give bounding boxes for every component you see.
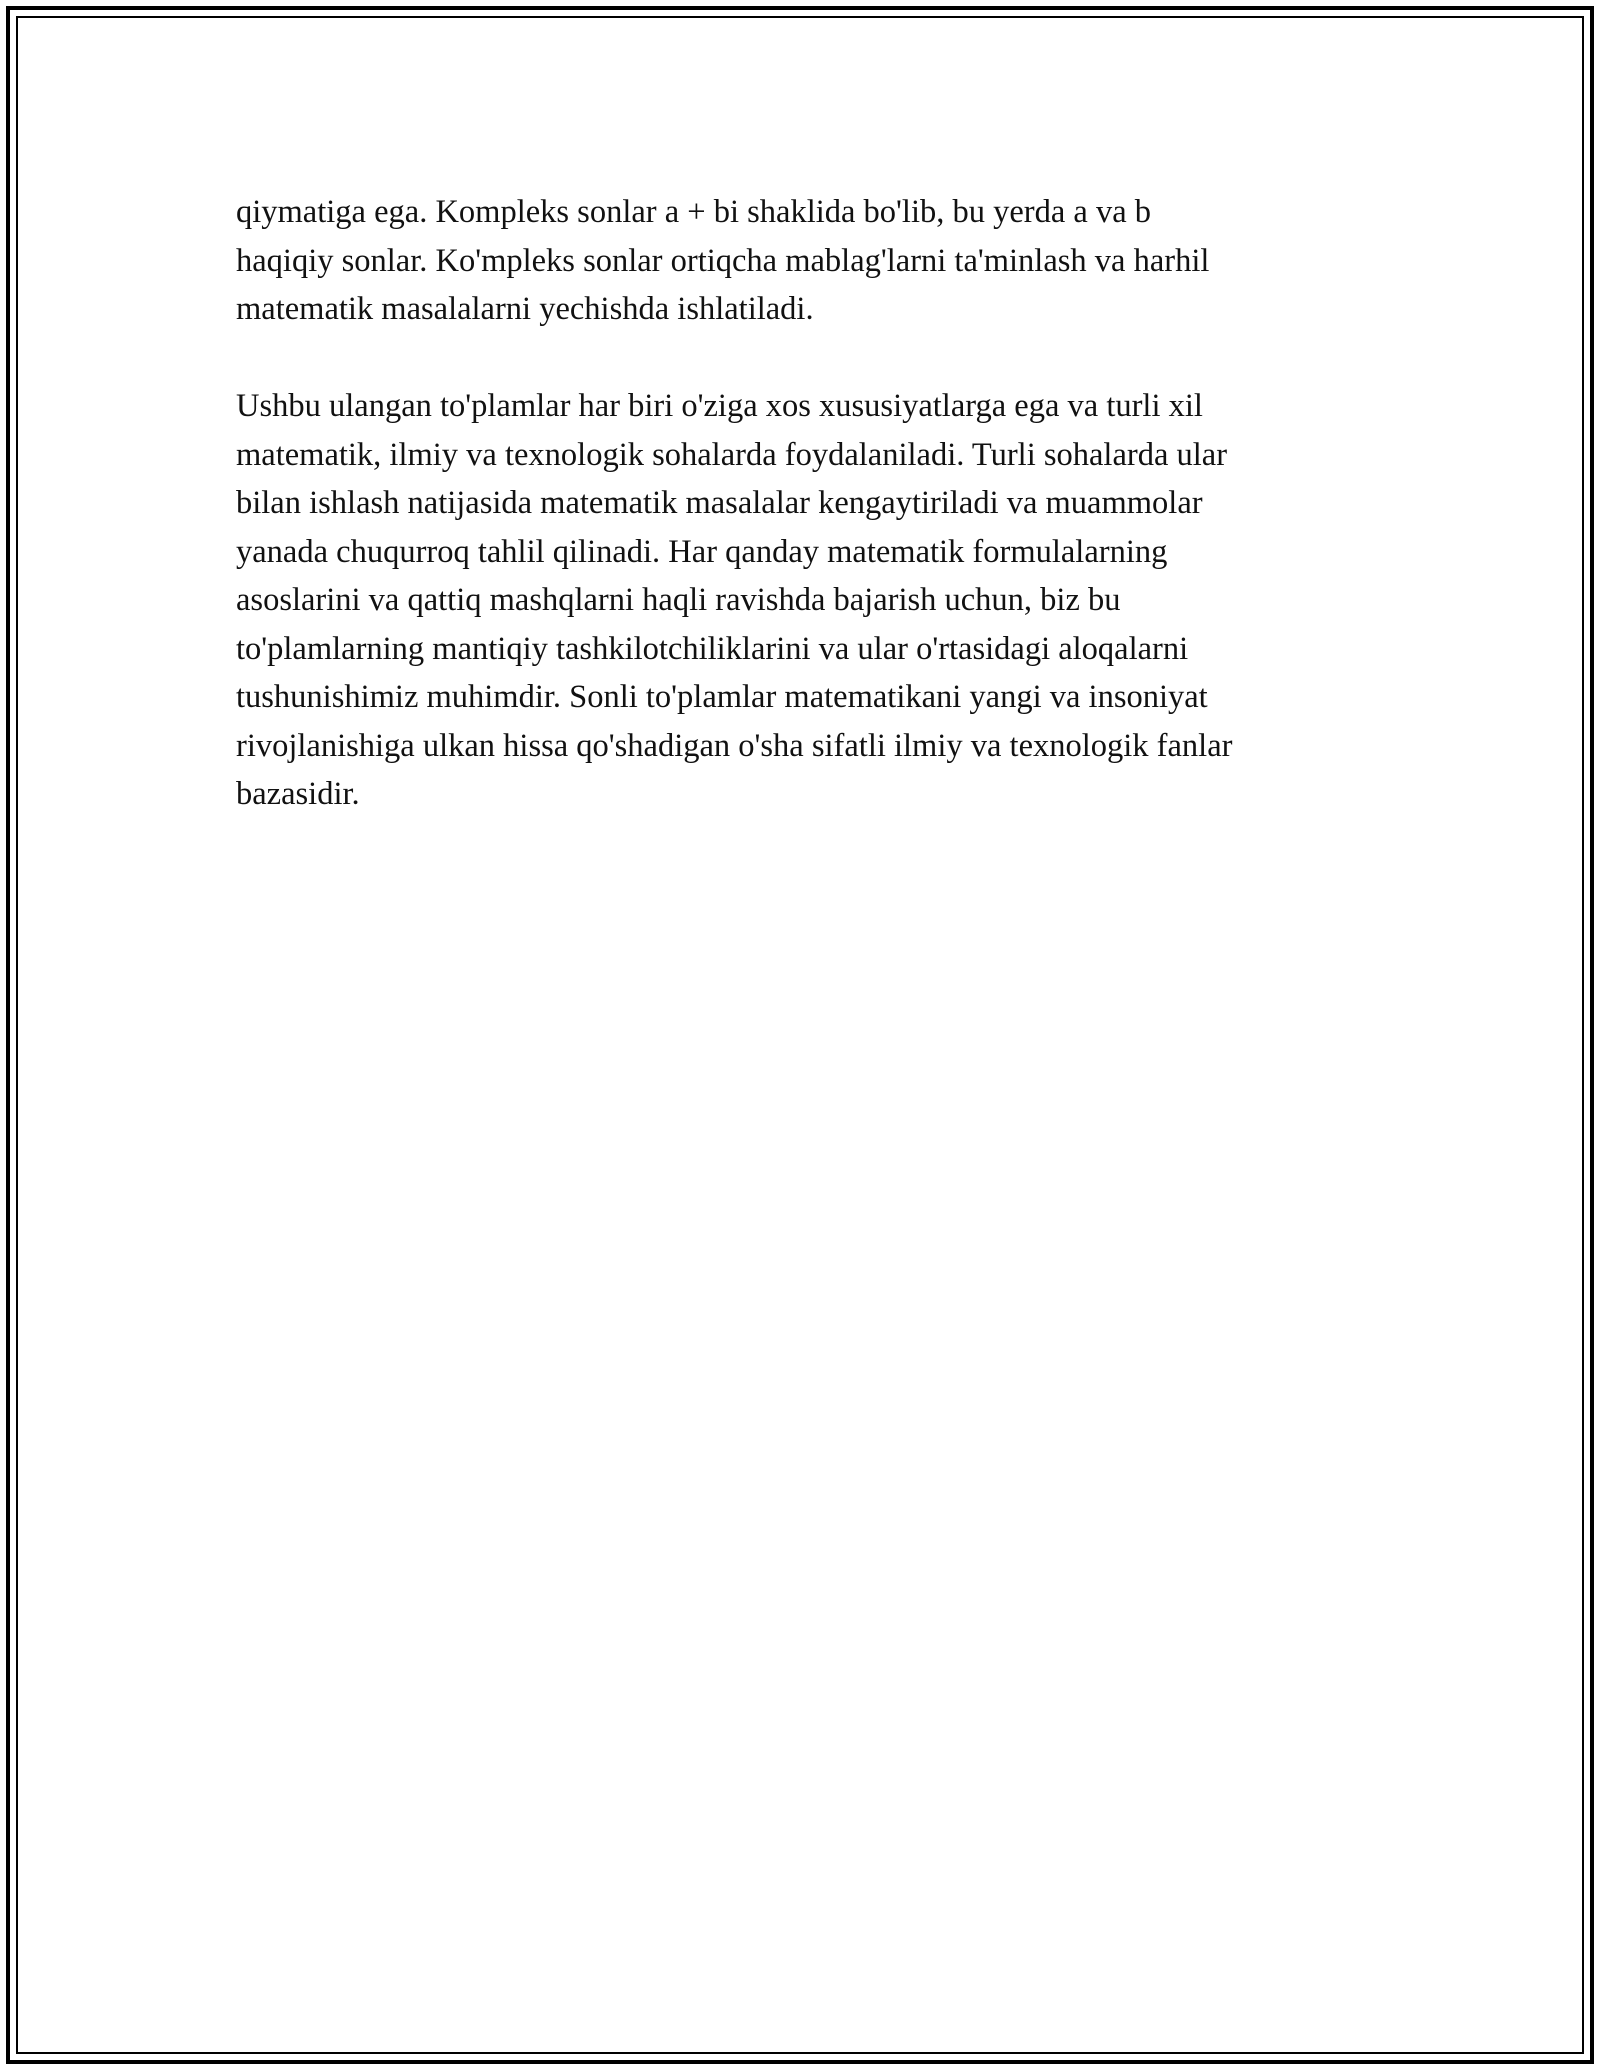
page-body bbox=[236, 188, 1366, 867]
paragraph-number-sets-summary: Ushbu ulangan to'plamlar har biri o'ziga xos xususiyatlarga ega va turli xil matematik, ilmiy va texnologik sohalarda foydalaniladi. Turli sohalarda ular bilan ishlash natijasida matematik masalalar kengaytiriladi va muammolar yanada chuqurroq tahlil qilinadi. Har qanday matematik formulalarning asoslarini va qattiq mashqlarni haqli ravishda bajarish uchun, biz bu to'plamlarning mantiqiy tashkilotchiliklarini va ular o'rtasidagi aloqalarni tushunishimiz muhimdir. Sonli to'plamlar matematikani yangi va insoniyat rivojlanishiga ulkan hissa qo'shadigan o'sha sifatli ilmiy va texnologik fanlar bazasidir. bbox=[236, 388, 1233, 812]
paragraph-complex-numbers: qiymatiga ega. Kompleks sonlar a + bi shaklida bo'lib, bu yerda a va b haqiqiy sonlar. Ko'mpleks sonlar ortiqcha mablag'larni ta'minlash va harhil matematik masalalarni yechishda ishlatiladi. bbox=[236, 194, 1210, 327]
